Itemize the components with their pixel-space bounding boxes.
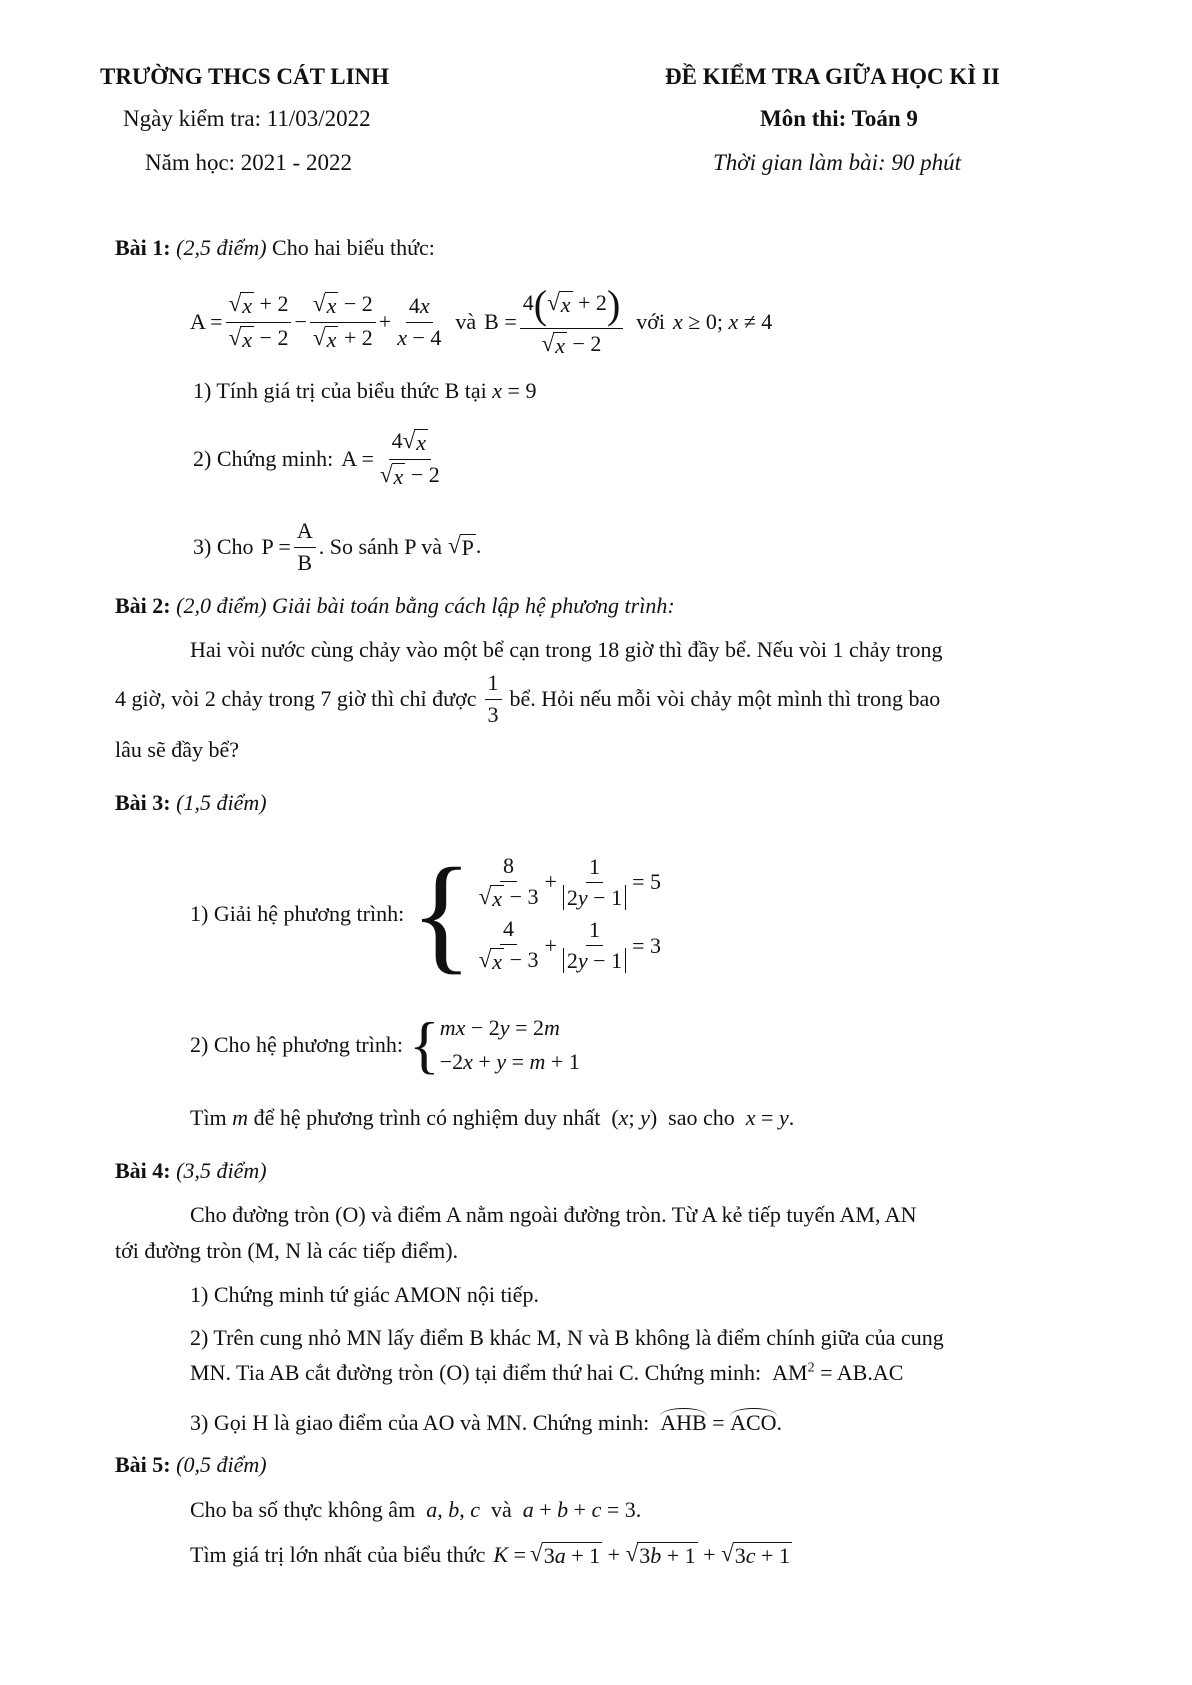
bai1-label: Bài 1: bbox=[115, 235, 171, 260]
bai3-q2: 2) Cho hệ phương trình: { mx − 2y = 2m −2x + y = m + 1 bbox=[190, 1009, 580, 1080]
bai4-q3: 3) Gọi H là giao điểm của AO và MN. Chứng minh: AHB = ACO. bbox=[190, 1410, 783, 1435]
bai4-label: Bài 4: bbox=[115, 1158, 171, 1183]
bai1-q2-text: 2) Chứng minh: bbox=[193, 446, 334, 471]
bai4-points: (3,5 điểm) bbox=[176, 1158, 267, 1183]
bai1-intro: Cho hai biểu thức: bbox=[266, 235, 435, 260]
bai4-line2: tới đường tròn (M, N là các tiếp điểm). bbox=[115, 1238, 459, 1263]
bai5-line2: Tìm giá trị lớn nhất của biểu thức K = √ 3a + 1 + √ 3b + 1 + √ 3c + 1 bbox=[190, 1540, 790, 1568]
bai5-line2-text: Tìm giá trị lớn nhất của biểu thức bbox=[190, 1542, 486, 1568]
bai3-points: (1,5 điểm) bbox=[176, 790, 267, 815]
bai3-find-a: Tìm bbox=[190, 1105, 227, 1130]
bai2-line3: lâu sẽ đầy bể? bbox=[115, 737, 239, 762]
bai3-q1-text: 1) Giải hệ phương trình: bbox=[190, 901, 405, 926]
bai2-label: Bài 2: bbox=[115, 593, 171, 618]
school-name: TRƯỜNG THCS CÁT LINH bbox=[100, 64, 390, 89]
bai5-heading bbox=[115, 1452, 267, 1478]
bai3-find-b: để hệ phương trình có nghiệm duy nhất bbox=[253, 1105, 601, 1130]
bai1-q1: 1) Tính giá trị của biểu thức B tại x = 9 bbox=[193, 378, 537, 403]
bai2-heading bbox=[115, 593, 675, 619]
exam-subject: Môn thi: Toán 9 bbox=[760, 106, 918, 131]
bai4-q2a: 2) Trên cung nhỏ MN lấy điểm B khác M, N và B không là điểm chính giữa của cung bbox=[190, 1325, 944, 1350]
bai2-line2b: bể. Hỏi nếu mỗi vòi chảy một mình thì trong bao bbox=[509, 686, 941, 711]
bai4-q2b-text: MN. Tia AB cắt đường tròn (O) tại điểm thứ hai C. Chứng minh: bbox=[190, 1360, 762, 1385]
bai5-line1b: và bbox=[490, 1497, 512, 1522]
conn-and: và bbox=[455, 309, 477, 334]
bai2-line2: 4 giờ, vòi 2 chảy trong 7 giờ thì chỉ được 1 3 bể. Hỏi nếu mỗi vòi chảy một mình thì trong bao bbox=[115, 670, 941, 727]
bai3-find-c: sao cho bbox=[668, 1105, 735, 1130]
exam-date: Ngày kiểm tra: 11/03/2022 bbox=[123, 106, 371, 131]
bai5-points: (0,5 điểm) bbox=[176, 1452, 267, 1477]
bai4-heading bbox=[115, 1158, 267, 1184]
school-year: Năm học: 2021 - 2022 bbox=[145, 150, 352, 175]
bai5-label: Bài 5: bbox=[115, 1452, 171, 1477]
exam-duration: Thời gian làm bài: 90 phút bbox=[713, 150, 962, 175]
bai1-q1-text: 1) Tính giá trị của biểu thức B tại bbox=[193, 378, 487, 403]
bai2-line2a: 4 giờ, vòi 2 chảy trong 7 giờ thì chỉ được bbox=[115, 686, 477, 711]
bai1-expressions: A = √ x + 2 √ x − 2 − √ x − 2 √ x + 2 + $\frac{4x}{x - 4}$ và B = 4( √ x + 2) √ x − 2 với x ≥ 0; x ≠ 4 bbox=[190, 282, 773, 359]
bai3-find: Tìm m để hệ phương trình có nghiệm duy nhất (x; y) sao cho x = y. bbox=[190, 1105, 795, 1130]
bai1-q3: 3) Cho P = $\frac{A}{B}$ . So sánh P và √ P . bbox=[193, 518, 482, 575]
bai2-line1: Hai vòi nước cùng chảy vào một bể cạn trong 18 giờ thì đầy bể. Nếu vòi 1 chảy trong bbox=[190, 637, 943, 662]
bai1-q2: 2) Chứng minh: A = 4 √ x √ x − 2 bbox=[193, 427, 440, 489]
bai3-find-m: m bbox=[232, 1105, 249, 1130]
bai2-title: Giải bài toán bằng cách lập hệ phương trình: bbox=[266, 593, 675, 618]
bai4-q2b: MN. Tia AB cắt đường tròn (O) tại điểm thứ hai C. Chứng minh: $AM^2 = AB.AC$ bbox=[190, 1360, 904, 1385]
bai4-q3-text: 3) Gọi H là giao điểm của AO và MN. Chứng minh: bbox=[190, 1410, 650, 1435]
bai1-q3-tail: . So sánh P và bbox=[318, 534, 442, 559]
bai1-q3-text: 3) Cho bbox=[193, 534, 254, 559]
bai3-q1: 1) Giải hệ phương trình: { 8 √ x − 3 + $\frac{1}{2y - 1}$ = 5 4 √ x − 3 + $\frac{1}{2y - 1}$ = 3 bbox=[190, 842, 662, 986]
bai5-line1-text: Cho ba số thực không âm bbox=[190, 1497, 416, 1522]
bai1-points: (2,5 điểm) bbox=[176, 235, 267, 260]
bai4-line1: Cho đường tròn (O) và điểm A nằm ngoài đường tròn. Từ A kẻ tiếp tuyến AM, AN bbox=[190, 1202, 917, 1227]
bai5-line1: Cho ba số thực không âm a, b, c và a + b + c = 3. bbox=[190, 1497, 642, 1522]
bai3-q2-text: 2) Cho hệ phương trình: bbox=[190, 1032, 403, 1057]
exam-title: ĐỀ KIỂM TRA GIỮA HỌC KÌ II bbox=[665, 64, 1000, 89]
bai1-heading bbox=[115, 235, 435, 261]
bai3-heading bbox=[115, 790, 267, 816]
bai2-points: (2,0 điểm) bbox=[176, 593, 267, 618]
cond-prefix: với bbox=[636, 309, 666, 334]
bai3-label: Bài 3: bbox=[115, 790, 171, 815]
bai4-q1: 1) Chứng minh tứ giác AMON nội tiếp. bbox=[190, 1282, 539, 1307]
